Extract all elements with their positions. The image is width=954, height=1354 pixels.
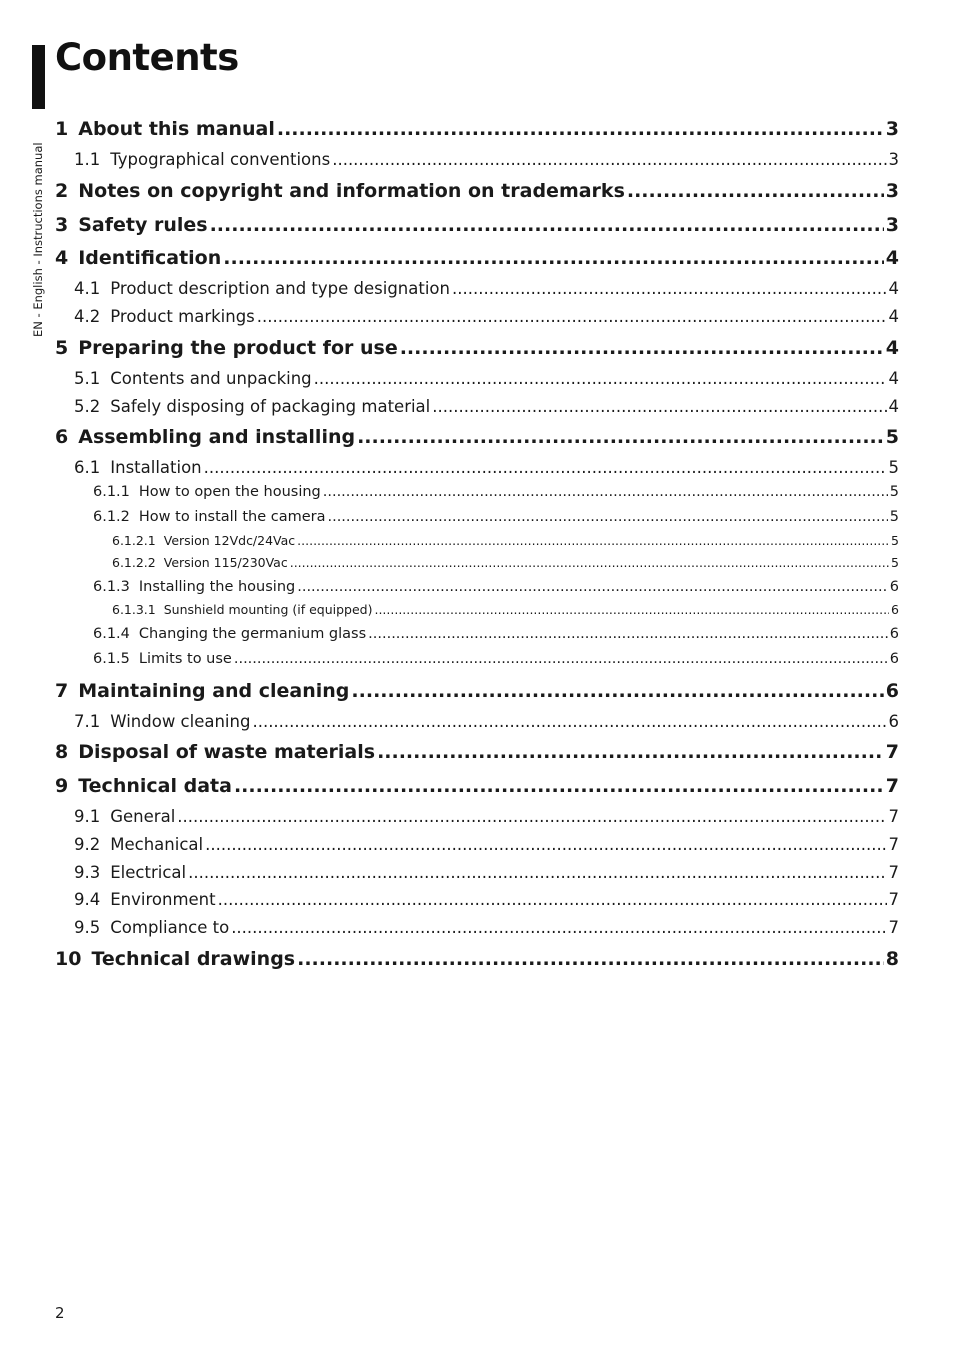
toc-dot-leader: [188, 863, 886, 882]
toc-entry-title: Identification: [78, 247, 222, 269]
toc-dot-leader: [452, 279, 887, 298]
toc-entry-number: 6.1.3: [93, 579, 130, 595]
toc-dot-leader: [204, 458, 887, 477]
toc-entry-page: 4: [888, 279, 899, 298]
toc-entry-title: Installation: [110, 458, 202, 477]
toc-entry-number: 7: [55, 680, 69, 702]
toc-entry-page: 5: [891, 533, 899, 548]
toc-entry-title: Version 115/230Vac: [163, 555, 288, 570]
toc-entry-title: Technical drawings: [91, 948, 296, 970]
toc-entry-title: Product markings: [110, 307, 255, 326]
toc-entry-page: 6: [888, 712, 899, 731]
toc-entry-10[interactable]: [55, 948, 899, 970]
toc-entry-page: 7: [888, 918, 899, 937]
toc-entry-title: General: [110, 807, 176, 826]
toc-dot-leader: [368, 626, 888, 642]
toc-entry-number: 1: [55, 118, 69, 140]
toc-entry-number: 9: [55, 775, 69, 797]
toc-entry-8[interactable]: [55, 741, 899, 763]
toc-entry-page: 4: [888, 397, 899, 416]
toc-entry-title: Technical data: [78, 775, 232, 797]
toc-entry-page: 4: [885, 247, 899, 269]
toc-entry-title: Preparing the product for use: [78, 337, 398, 359]
toc-entry-page: 7: [888, 890, 899, 909]
toc-entry-page: 4: [885, 337, 899, 359]
toc-dot-leader: [297, 533, 889, 548]
toc-entry-number: 5: [55, 337, 69, 359]
toc-dot-leader: [257, 307, 887, 326]
side-bar-marker: [32, 45, 45, 109]
toc-entry-page: 6: [891, 602, 899, 617]
toc-entry-page: 7: [888, 835, 899, 854]
toc-entry-page: 5: [889, 484, 899, 500]
toc-entry-title: Typographical conventions: [110, 150, 331, 169]
toc-entry-page: 7: [885, 741, 899, 763]
toc-entry-title: Version 12Vdc/24Vac: [163, 533, 296, 548]
toc-entry-title: Notes on copyright and information on trademarks: [78, 180, 625, 202]
toc-entry-page: 4: [888, 369, 899, 388]
toc-entry-page: 5: [888, 458, 899, 477]
toc-entry-6-1-3-1[interactable]: [112, 602, 899, 617]
toc-dot-leader: [432, 397, 886, 416]
toc-entry-number: 9.5: [74, 918, 101, 937]
toc-entry-title: Disposal of waste materials: [78, 741, 376, 763]
toc-entry-page: 6: [889, 579, 899, 595]
toc-entry-4[interactable]: [55, 247, 899, 269]
toc-entry-page: 4: [888, 307, 899, 326]
toc-entry-page: 5: [885, 426, 899, 448]
toc-entry-title: Maintaining and cleaning: [78, 680, 350, 702]
toc-entry-page: 7: [885, 775, 899, 797]
toc-dot-leader: [252, 712, 886, 731]
toc-entry-9-5[interactable]: [74, 918, 899, 937]
toc-entry-number: 9.1: [74, 807, 101, 826]
toc-entry-page: 6: [885, 680, 899, 702]
toc-dot-leader: [223, 247, 884, 269]
toc-entry-number: 5.2: [74, 397, 101, 416]
toc-entry-number: 7.1: [74, 712, 101, 731]
toc-entry-number: 4.1: [74, 279, 101, 298]
toc-entry-number: 6.1.2: [93, 509, 130, 525]
toc-entry-3[interactable]: [55, 214, 899, 236]
toc-dot-leader: [297, 579, 888, 595]
toc-dot-leader: [332, 150, 886, 169]
toc-entry-6-1[interactable]: [74, 458, 899, 477]
toc-dot-leader: [323, 484, 888, 500]
toc-entry-number: 6.1: [74, 458, 101, 477]
toc-entry-number: 2: [55, 180, 69, 202]
toc-entry-page: 3: [888, 150, 899, 169]
toc-entry-2[interactable]: [55, 180, 899, 202]
toc-entry-page: 6: [889, 651, 899, 667]
toc-entry-title: Assembling and installing: [78, 426, 356, 448]
toc-entry-page: 7: [888, 863, 899, 882]
toc-entry-9-1[interactable]: [74, 807, 899, 826]
toc-entry-number: 6.1.2.1: [112, 533, 156, 548]
toc-entry-7[interactable]: [55, 680, 899, 702]
toc-entry-page: 5: [891, 555, 899, 570]
toc-entry-6-1-2-1[interactable]: [112, 533, 899, 548]
toc-entry-5-1[interactable]: [74, 369, 899, 388]
toc-dot-leader: [218, 890, 887, 909]
toc-dot-leader: [400, 337, 884, 359]
toc-entry-9-4[interactable]: [74, 890, 899, 909]
toc-entry-number: 9.2: [74, 835, 101, 854]
toc-entry-6-1-2[interactable]: [93, 509, 899, 525]
page-number: 2: [55, 1304, 65, 1322]
page-title: Contents: [55, 36, 239, 79]
toc-entry-6-1-1[interactable]: [93, 484, 899, 500]
toc-entry-title: Contents and unpacking: [110, 369, 312, 388]
toc-entry-title: Window cleaning: [110, 712, 251, 731]
toc-entry-6-1-5[interactable]: [93, 651, 899, 667]
toc-dot-leader: [234, 651, 888, 667]
toc-dot-leader: [377, 741, 884, 763]
toc-entry-5-2[interactable]: [74, 397, 899, 416]
toc-dot-leader: [290, 555, 889, 570]
toc-entry-number: 6.1.1: [93, 484, 130, 500]
toc-entry-title: Sunshield mounting (if equipped): [163, 602, 373, 617]
toc-entry-number: 6.1.2.2: [112, 555, 156, 570]
toc-entry-number: 3: [55, 214, 69, 236]
toc-entry-1[interactable]: [55, 118, 899, 140]
toc-entry-6[interactable]: [55, 426, 899, 448]
toc-dot-leader: [357, 426, 884, 448]
toc-entry-title: How to install the camera: [138, 509, 326, 525]
toc-entry-page: 5: [889, 509, 899, 525]
toc-dot-leader: [210, 214, 884, 236]
toc-entry-title: How to open the housing: [138, 484, 321, 500]
toc-entry-number: 8: [55, 741, 69, 763]
toc-dot-leader: [374, 602, 889, 617]
toc-entry-number: 6.1.3.1: [112, 602, 156, 617]
toc-entry-number: 4.2: [74, 307, 101, 326]
toc-entry-title: Changing the germanium glass: [138, 626, 367, 642]
toc-entry-6-1-2-2[interactable]: [112, 555, 899, 570]
toc-entry-title: Environment: [110, 890, 216, 909]
toc-dot-leader: [205, 835, 886, 854]
toc-entry-page: 3: [885, 180, 899, 202]
toc-dot-leader: [277, 118, 884, 140]
toc-dot-leader: [314, 369, 887, 388]
toc-dot-leader: [327, 509, 887, 525]
toc-entry-title: Safety rules: [78, 214, 208, 236]
toc-entry-6-1-4[interactable]: [93, 626, 899, 642]
toc-entry-number: 5.1: [74, 369, 101, 388]
toc-entry-4-2[interactable]: [74, 307, 899, 326]
toc-entry-9[interactable]: [55, 775, 899, 797]
toc-entry-page: 3: [885, 214, 899, 236]
toc-entry-7-1[interactable]: [74, 712, 899, 731]
toc-dot-leader: [234, 775, 884, 797]
toc-entry-9-2[interactable]: [74, 835, 899, 854]
toc-entry-page: 3: [885, 118, 899, 140]
toc-entry-page: 8: [885, 948, 899, 970]
toc-entry-title: Installing the housing: [138, 579, 296, 595]
toc-entry-title: Product description and type designation: [110, 279, 450, 298]
toc-entry-9-3[interactable]: [74, 863, 899, 882]
toc-dot-leader: [231, 918, 886, 937]
side-label: EN - English - Instructions manual: [31, 142, 45, 337]
toc-entry-5[interactable]: [55, 337, 899, 359]
toc-dot-leader: [627, 180, 884, 202]
toc-entry-page: 7: [888, 807, 899, 826]
toc-entry-number: 9.4: [74, 890, 101, 909]
toc-entry-title: About this manual: [78, 118, 275, 140]
toc-entry-number: 4: [55, 247, 69, 269]
toc-entry-page: 6: [889, 626, 899, 642]
toc-entry-4-1[interactable]: [74, 279, 899, 298]
toc-entry-title: Electrical: [110, 863, 187, 882]
toc-entry-title: Compliance to: [110, 918, 230, 937]
toc-entry-number: 6: [55, 426, 69, 448]
toc-entry-number: 10: [55, 948, 82, 970]
toc-entry-1-1[interactable]: [74, 150, 899, 169]
toc-entry-number: 1.1: [74, 150, 101, 169]
toc-entry-number: 9.3: [74, 863, 101, 882]
toc-entry-title: Safely disposing of packaging material: [110, 397, 431, 416]
toc-dot-leader: [177, 807, 886, 826]
toc-entry-number: 6.1.4: [93, 626, 130, 642]
toc-entry-number: 6.1.5: [93, 651, 130, 667]
toc-entry-6-1-3[interactable]: [93, 579, 899, 595]
toc-dot-leader: [351, 680, 883, 702]
toc-entry-title: Limits to use: [138, 651, 232, 667]
toc-entry-title: Mechanical: [110, 835, 204, 854]
toc-dot-leader: [297, 948, 884, 970]
